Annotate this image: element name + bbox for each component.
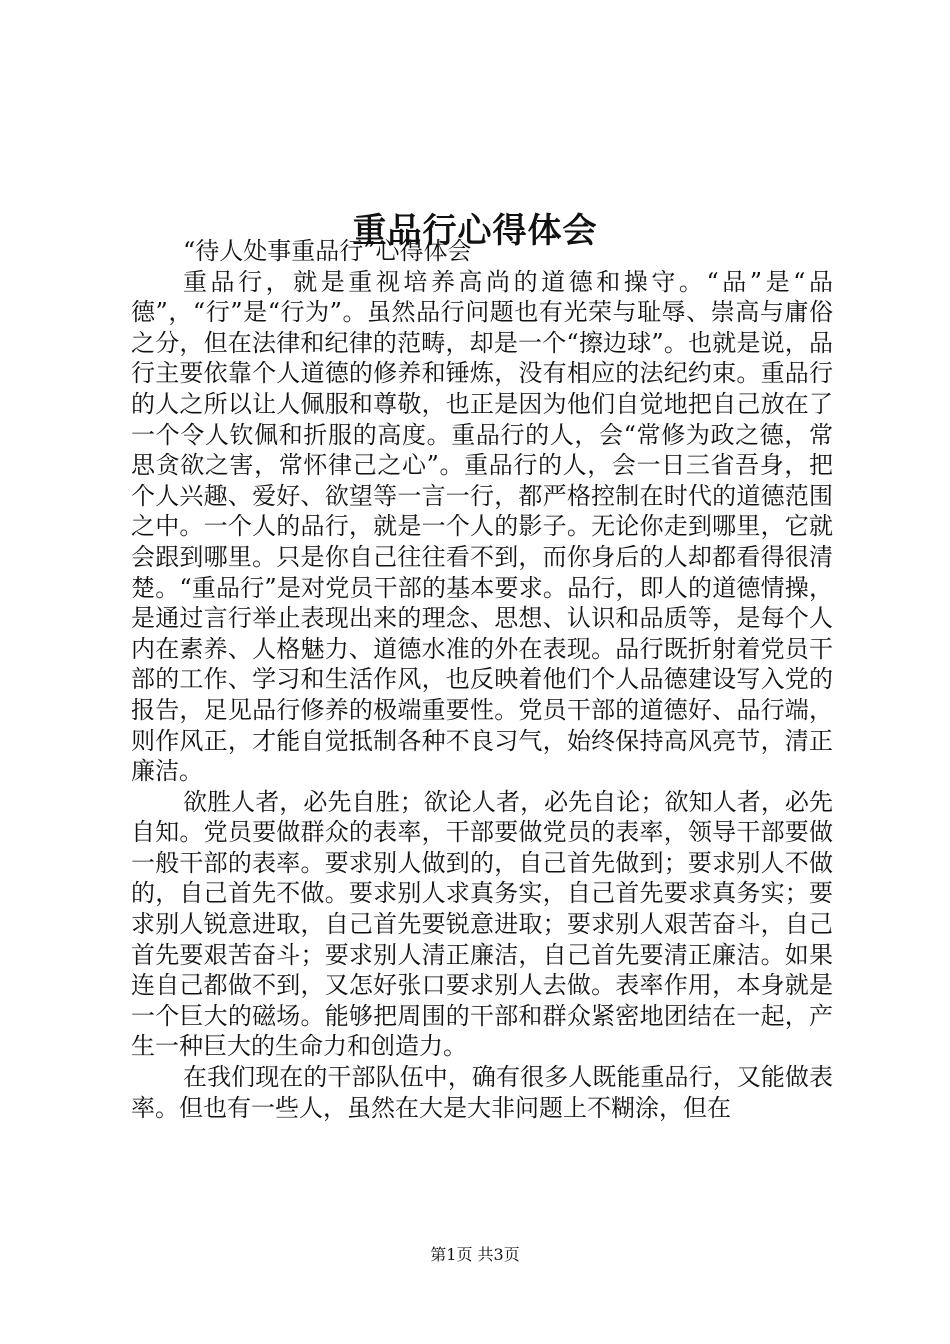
document-body [131,236,833,1123]
page-number-footer: 第1页 共3页 [430,1245,520,1264]
paragraph-2: 欲胜人者，必先自胜；欲论人者，必先自论；欲知人者，必先自知。党员要做群众的表率，干部要做党员的表率，领导干部要做一般干部的表率。要求别人做到的，自己首先做到；要求别人不做的，自己首先不做。要求别人求真务实，自己首先要求真务实；要求别人锐意进取，自己首先要锐意进取；要求别人艰苦奋斗，自己首先要艰苦奋斗；要求别人清正廉洁，自己首先要清正廉洁。如果连自己都做不到，又怎好张口要求别人去做。表率作用，本身就是一个巨大的磁场。能够把周围的干部和群众紧密地团结在一起，产生一种巨大的生命力和创造力。 [131,787,833,1061]
paragraph-3: 在我们现在的干部队伍中，确有很多人既能重品行，又能做表率。但也有一些人，虽然在大是大非问题上不糊涂，但在 [131,1063,833,1122]
document-subtitle: “待人处事重品行”心得体会 [183,237,472,265]
paragraph-1: 重品行，就是重视培养高尚的道德和操守。“品”是“品德”，“行”是“行为”。虽然品行问题也有光荣与耻辱、崇高与庸俗之分，但在法律和纪律的范畴，却是一个“擦边球”。也就是说，品行主要依靠个人道德的修养和锤炼，没有相应的法纪约束。重品行的人之所以让人佩服和尊敬，也正是因为他们自觉地把自己放在了一个令人钦佩和折服的高度。重品行的人，会“常修为政之德，常思贪欲之害，常怀律己之心”。重品行的人，会一日三省吾身，把个人兴趣、爱好、欲望等一言一行，都严格控制在时代的道德范围之中。一个人的品行，就是一个人的影子。无论你走到哪里，它就会跟到哪里。只是你自己往往看不到，而你身后的人却都看得很清楚。“重品行”是对党员干部的基本要求。品行，即人的道德情操，是通过言行举止表现出来的理念、思想、认识和品质等，是每个人内在素养、人格魅力、道德水准的外在表现。品行既折射着党员干部的工作、学习和生活作风，也反映着他们个人品德建设写入党的报告，足见品行修养的极端重要性。党员干部的道德好、品行端，则作风正，才能自觉抵制各种不良习气，始终保持高风亮节，清正廉洁。 [131,267,833,786]
document-title: 重品行心得体会 [352,210,598,251]
